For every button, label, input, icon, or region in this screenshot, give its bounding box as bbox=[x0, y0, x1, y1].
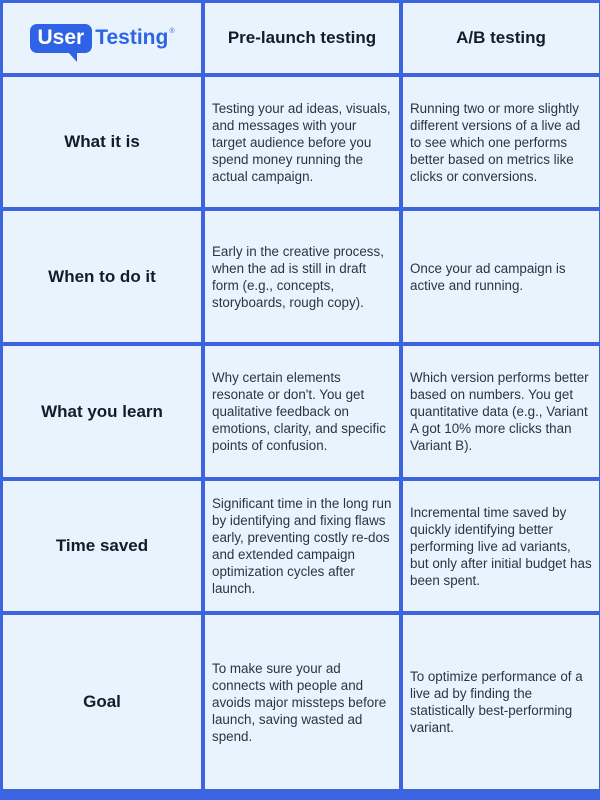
cell-text: To optimize performance of a live ad by finding the statistically best-performing variant. bbox=[410, 669, 583, 735]
row-label-what-you-learn: What you learn bbox=[3, 346, 201, 477]
cell-text: Early in the creative process, when the ad is still in draft form (e.g., concepts, storyboards, rough copy). bbox=[212, 243, 384, 310]
cell-text: Which version performs better based on numbers. You get quantitative data (e.g., Variant A got 10% more clicks than Variant B). bbox=[410, 370, 589, 453]
logo-testing-text: Testing bbox=[95, 26, 169, 49]
cell-prelaunch-when bbox=[205, 211, 399, 342]
cell-ab-when bbox=[403, 211, 599, 342]
cell-text: Significant time in the long run by identifying and fixing flaws early, preventing costly re-dos and extended campaign optimization cycles after launch. bbox=[212, 496, 392, 596]
row-label-time-saved: Time saved bbox=[3, 481, 201, 611]
cell-prelaunch-what-it-is bbox=[205, 77, 399, 207]
row-label-what-it-is: What it is bbox=[3, 77, 201, 207]
cell-ab-what-it-is bbox=[403, 77, 599, 207]
cell-ab-goal bbox=[403, 615, 599, 789]
logo-cell bbox=[3, 3, 201, 73]
cell-text: Testing your ad ideas, visuals, and messages with your target audience before you spend money running the actual campaign. bbox=[212, 100, 391, 184]
cell-prelaunch-goal bbox=[205, 615, 399, 789]
logo-user-badge bbox=[30, 24, 93, 53]
header-prelaunch: Pre-launch testing bbox=[205, 3, 399, 73]
logo-user-text: User bbox=[37, 25, 85, 49]
cell-ab-time bbox=[403, 481, 599, 611]
registered-mark: ® bbox=[169, 27, 175, 35]
cell-ab-learn bbox=[403, 346, 599, 477]
cell-text: Once your ad campaign is active and running. bbox=[410, 260, 566, 293]
cell-text: Why certain elements resonate or don't. You get qualitative feedback on emotions, clarity, and specific points of confusion. bbox=[212, 370, 386, 453]
row-label-when-to-do-it: When to do it bbox=[3, 211, 201, 342]
cell-text: Running two or more slightly different versions of a live ad to see which one performs better based on metrics like clicks or conversions. bbox=[410, 100, 581, 184]
header-ab-testing: A/B testing bbox=[403, 3, 599, 73]
cell-prelaunch-learn bbox=[205, 346, 399, 477]
row-label-goal: Goal bbox=[3, 615, 201, 789]
cell-text: To make sure your ad connects with people and avoids major missteps before launch, saving wasted ad spend. bbox=[212, 660, 387, 744]
cell-prelaunch-time bbox=[205, 481, 399, 611]
usertesting-logo bbox=[30, 24, 175, 53]
cell-text: Incremental time saved by quickly identifying better performing live ad variants, but only after initial budget has been spent. bbox=[410, 504, 592, 588]
speech-bubble-tail bbox=[68, 52, 77, 62]
